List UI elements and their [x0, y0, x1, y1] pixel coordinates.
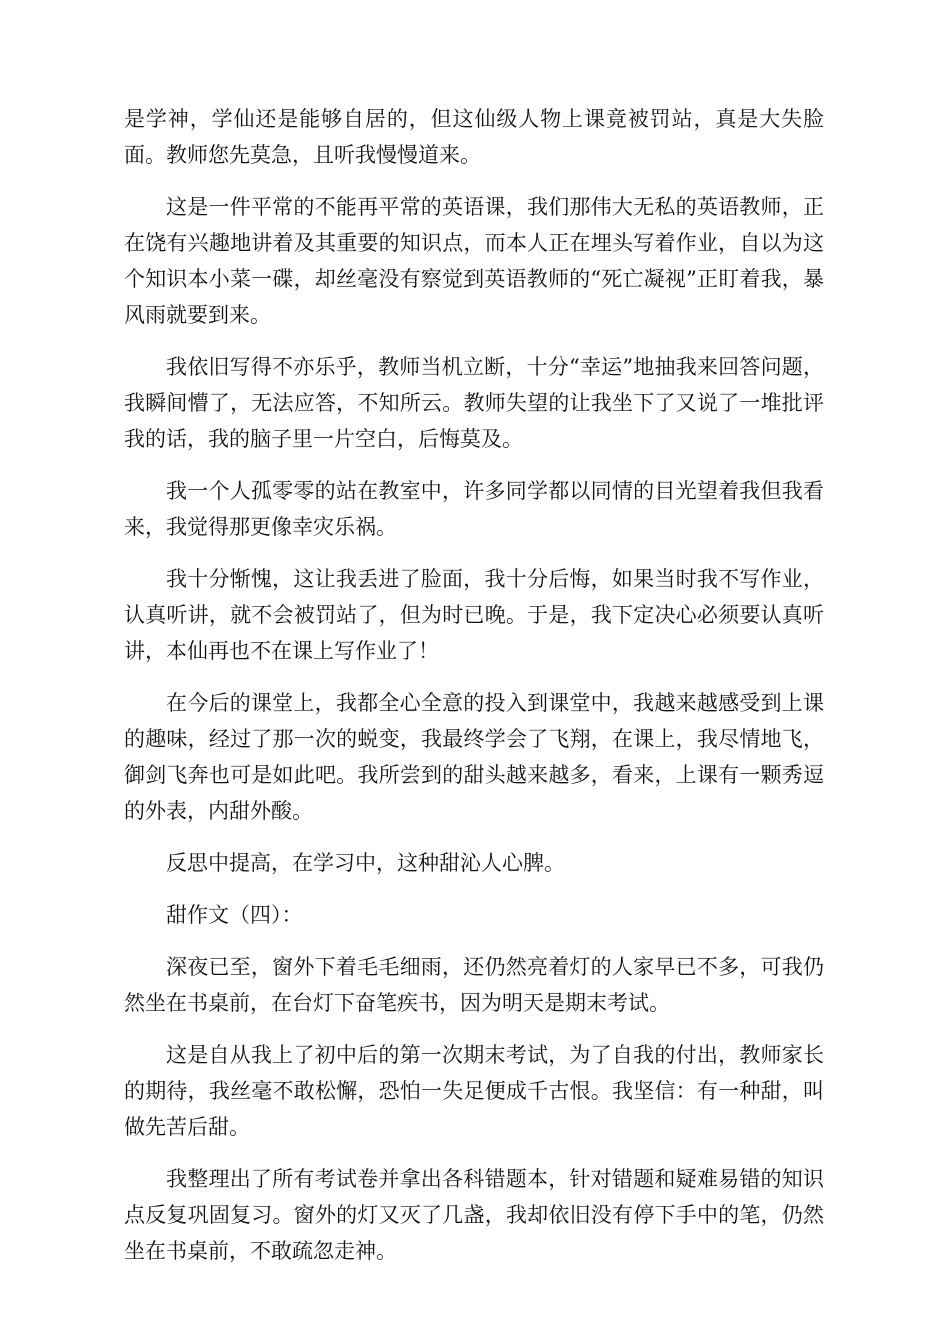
paragraph-11: 我整理出了所有考试卷并拿出各科错题本，针对错题和疑难易错的知识点反复巩固复习。窗外的灯又灭了几盏，我却依旧没有停下手中的笔，仍然坐在书桌前，不敢疏忽走神。 [124, 1167, 824, 1263]
paragraph-7: 反思中提高，在学习中，这种甜沁人心脾。 [166, 851, 565, 875]
document-body [124, 101, 824, 1285]
paragraph-5: 我十分惭愧，这让我丢进了脸面，我十分后悔，如果当时我不写作业，认真听讲，就不会被罚站了，但为时已晚。于是，我下定决心必须要认真听讲，本仙再也不在课上写作业了！ [124, 567, 824, 663]
paragraph-3: 我依旧写得不亦乐乎，教师当机立断，十分“幸运”地抽我来回答问题，我瞬间懵了，无法应答，不知所云。教师失望的让我坐下了又说了一堆批评我的话，我的脑子里一片空白，后悔莫及。 [124, 355, 824, 451]
paragraph-1: 是学神，学仙还是能够自居的，但这仙级人物上课竟被罚站，真是大失脸面。教师您先莫急，且听我慢慢道来。 [124, 107, 824, 167]
paragraph-9: 深夜已至，窗外下着毛毛细雨，还仍然亮着灯的人家早已不多，可我仍然坐在书桌前，在台灯下奋笔疾书，因为明天是期末考试。 [124, 955, 824, 1015]
paragraph-2: 这是一件平常的不能再平常的英语课，我们那伟大无私的英语教师，正在饶有兴趣地讲着及其重要的知识点，而本人正在埋头写着作业，自以为这个知识本小菜一碟，却丝毫没有察觉到英语教师的“死亡凝视”正盯着我，暴风雨就要到来。 [124, 195, 824, 327]
section-heading: 甜作文（四）： [166, 903, 303, 927]
paragraph-10: 这是自从我上了初中后的第一次期末考试，为了自我的付出，教师家长的期待，我丝毫不敢松懈，恐怕一失足便成千古恨。我坚信：有一种甜，叫做先苦后甜。 [124, 1043, 824, 1139]
paragraph-4: 我一个人孤零零的站在教室中，许多同学都以同情的目光望着我但我看来，我觉得那更像幸灾乐祸。 [124, 479, 824, 539]
paragraph-6: 在今后的课堂上，我都全心全意的投入到课堂中，我越来越感受到上课的趣味，经过了那一次的蜕变，我最终学会了飞翔，在课上，我尽情地飞，御剑飞奔也可是如此吧。我所尝到的甜头越来越多，看来，上课有一颗秀逗的外表，内甜外酸。 [124, 691, 824, 823]
